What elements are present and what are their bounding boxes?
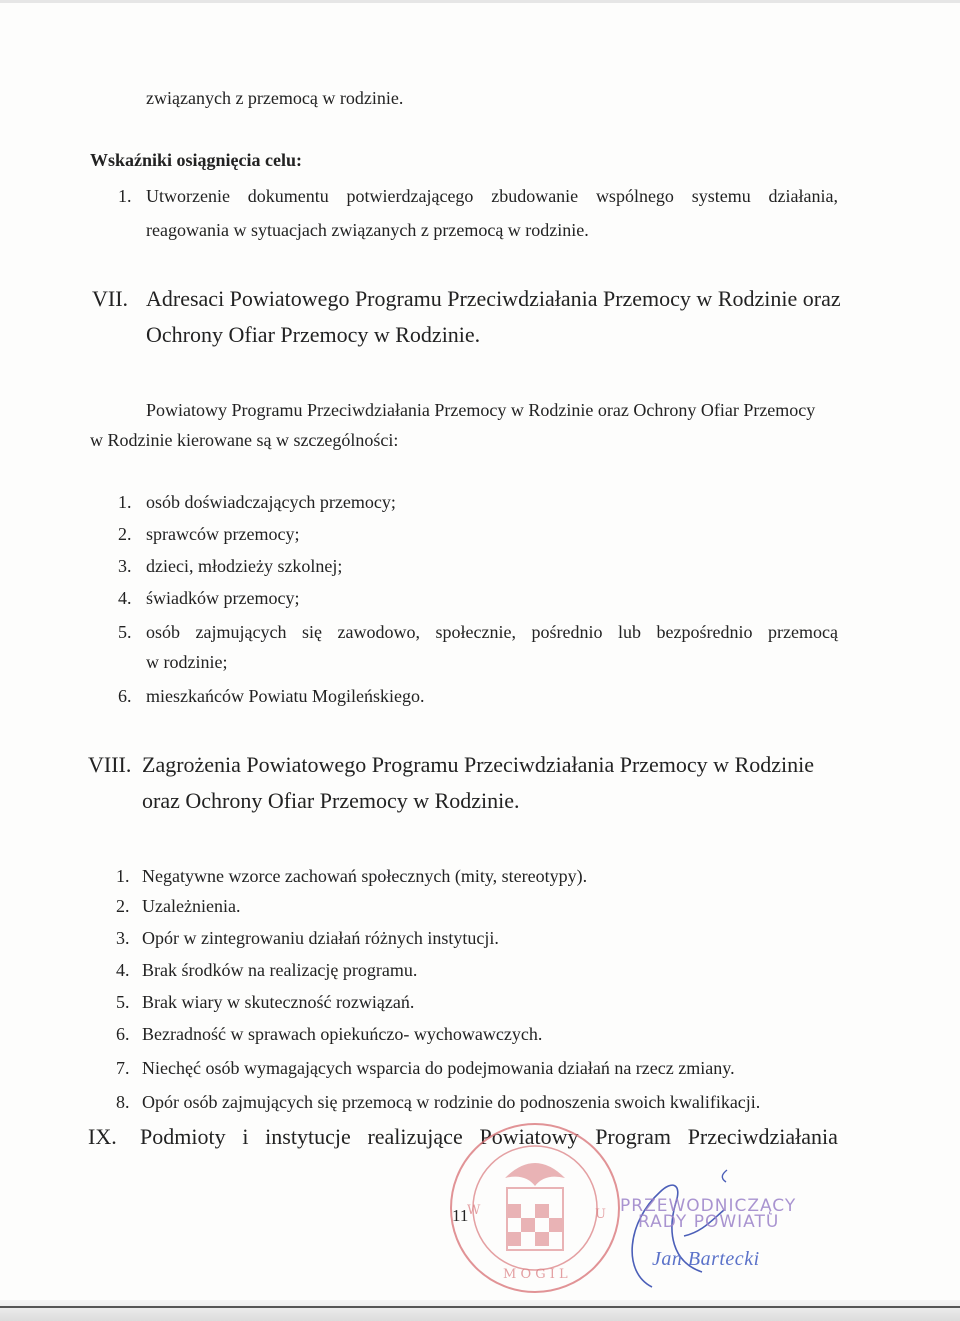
section-vii-title-line1: Adresaci Powiatowego Programu Przeciwdziałania Przemocy w Rodzinie oraz (146, 286, 841, 311)
list-item: Niechęć osób wymagających wsparcia do podejmowania działań na rzecz zmiany. (142, 1058, 735, 1078)
list-item: Opór osób zajmujących się przemocą w rodzinie do podnoszenia swoich kwalifikacji. (142, 1092, 761, 1112)
list-item-number: 1. (116, 866, 130, 886)
word: i (242, 1124, 249, 1149)
word: instytucje (265, 1124, 351, 1149)
word: Powiatowy (479, 1124, 579, 1149)
section-viii-title-line2: oraz Ochrony Ofiar Przemocy w Rodzinie. (142, 788, 520, 813)
word: potwierdzającego (346, 186, 474, 206)
stamp-line2: RADY POWIATU (638, 1212, 780, 1232)
section-vii-paragraph-line2: w Rodzinie kierowane są w szczególności: (90, 430, 399, 450)
list-item: mieszkańców Powiatu Mogileńskiego. (146, 686, 425, 706)
scan-edge-top (0, 0, 960, 3)
word: zbudowanie (491, 186, 579, 206)
list-item-number: 6. (116, 1024, 130, 1044)
svg-text:U: U (595, 1207, 606, 1222)
list-item-number: 3. (118, 556, 132, 576)
list-item-number: 7. (116, 1058, 130, 1078)
word: pośrednio (531, 622, 603, 642)
list-item: Uzależnienia. (142, 896, 241, 916)
section-ix-number: IX. (88, 1124, 117, 1149)
intro-line: związanych z przemocą w rodzinie. (146, 88, 404, 108)
signature: Jan Bartecki (652, 1248, 760, 1270)
word: Podmioty (140, 1124, 226, 1149)
word: Przeciwdziałania (687, 1124, 838, 1149)
word: się (302, 622, 322, 642)
section-vii-title-line2: Ochrony Ofiar Przemocy w Rodzinie. (146, 322, 481, 347)
word: Program (595, 1124, 671, 1149)
section-viii-title-line1: Zagrożenia Powiatowego Programu Przeciwdziałania Przemocy w Rodzinie (142, 752, 814, 777)
list-item: Brak środków na realizację programu. (142, 960, 418, 980)
word: osób (146, 622, 181, 642)
official-seal-icon (445, 1118, 625, 1298)
list-item-number: 8. (116, 1092, 130, 1112)
indicator-item-line2: reagowania w sytuacjach związanych z przemocą w rodzinie. (146, 220, 589, 240)
list-item-number: 4. (118, 588, 132, 608)
word: dokumentu (247, 186, 329, 206)
list-item-number: 5. (118, 622, 132, 642)
list-item-number: 5. (116, 992, 130, 1012)
list-item-number: 6. (118, 686, 132, 706)
list-item: świadków przemocy; (146, 588, 300, 608)
list-item: Negatywne wzorce zachowań społecznych (mity, stereotypy). (142, 866, 588, 886)
word: wspólnego (595, 186, 674, 206)
word: Utworzenie (146, 186, 230, 206)
list-item: osób doświadczających przemocy; (146, 492, 396, 512)
svg-text:M O G I L: M O G I L (503, 1267, 568, 1282)
word: przemocą (768, 622, 838, 642)
section-viii-number: VIII. (88, 752, 132, 777)
section-vii-paragraph-line1: Powiatowy Programu Przeciwdziałania Przemocy w Rodzinie oraz Ochrony Ofiar Przemocy (146, 400, 816, 420)
list-item (146, 622, 838, 643)
indicator-item-number: 1. (118, 186, 132, 206)
word: działania, (768, 186, 838, 206)
list-item-number: 3. (116, 928, 130, 948)
list-item: dzieci, młodzieży szkolnej; (146, 556, 343, 576)
page-number: 11 (452, 1206, 469, 1225)
list-item-number: 1. (118, 492, 132, 512)
indicators-title: Wskaźniki osiągnięcia celu: (90, 150, 303, 170)
word: realizujące (367, 1124, 463, 1149)
svg-text:W: W (467, 1203, 481, 1218)
list-item-continuation: w rodzinie; (146, 652, 228, 672)
list-item: sprawców przemocy; (146, 524, 300, 544)
word: bezpośrednio (656, 622, 753, 642)
list-item-number: 4. (116, 960, 130, 980)
word: systemu (691, 186, 751, 206)
list-item: Bezradność w sprawach opiekuńczo- wychowawczych. (142, 1024, 543, 1044)
word: zajmujących (195, 622, 287, 642)
indicator-item-line1 (146, 186, 838, 207)
word: społecznie, (435, 622, 516, 642)
list-item: Brak wiary w skuteczność rozwiązań. (142, 992, 415, 1012)
section-vii-number: VII. (92, 286, 129, 311)
list-item-number: 2. (116, 896, 130, 916)
list-item-number: 2. (118, 524, 132, 544)
stamp-line1: PRZEWODNICZĄCY (620, 1196, 797, 1216)
word: lub (618, 622, 642, 642)
scan-line (0, 1306, 960, 1308)
word: zawodowo, (337, 622, 420, 642)
scan-edge-bottom (0, 1300, 960, 1321)
list-item: Opór w zintegrowaniu działań różnych instytucji. (142, 928, 499, 948)
